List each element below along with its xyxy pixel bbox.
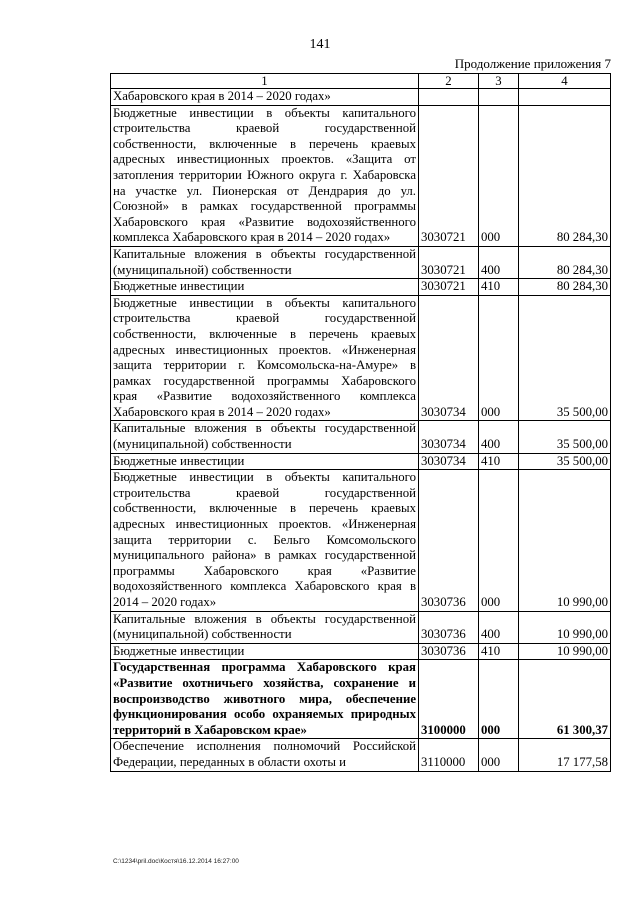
row-name-cell: Капитальные вложения в объекты государственной (муниципальной) собственности bbox=[111, 611, 419, 643]
table-row bbox=[111, 421, 611, 453]
row-amount-cell: 17 177,58 bbox=[519, 739, 611, 771]
column-header: 1 bbox=[111, 74, 419, 89]
row-amount-cell: 80 284,30 bbox=[519, 279, 611, 296]
row-name-cell: Хабаровского края в 2014 – 2020 годах» bbox=[111, 89, 419, 106]
row-amount-cell: 10 990,00 bbox=[519, 470, 611, 611]
table-row bbox=[111, 279, 611, 296]
table-row bbox=[111, 89, 611, 106]
row-subcode-cell: 000 bbox=[479, 295, 519, 421]
row-code-cell: 3030736 bbox=[419, 643, 479, 660]
row-code-cell: 3030721 bbox=[419, 105, 479, 246]
column-header: 4 bbox=[519, 74, 611, 89]
row-name-cell: Бюджетные инвестиции в объекты капитального строительства краевой государственной собственности, включенные в перечень краевых адресных инвестиционных проектов. «Защита от затопления территории Южного округа г. Хабаровска на участке ул. Пионерская от Дендрария до ул. Союзной» в рамках государственной программы Хабаровского края «Развитие водохозяйственного комплекса Хабаровского края в 2014 – 2020 годах» bbox=[111, 105, 419, 246]
row-amount-cell: 80 284,30 bbox=[519, 246, 611, 278]
row-amount-cell: 35 500,00 bbox=[519, 295, 611, 421]
row-amount-cell: 10 990,00 bbox=[519, 611, 611, 643]
table-row bbox=[111, 739, 611, 771]
row-subcode-cell: 000 bbox=[479, 105, 519, 246]
row-name-cell: Бюджетные инвестиции bbox=[111, 643, 419, 660]
row-subcode-cell: 410 bbox=[479, 453, 519, 470]
row-amount-cell: 80 284,30 bbox=[519, 105, 611, 246]
continuation-note: Продолжение приложения 7 bbox=[454, 56, 611, 71]
table-row bbox=[111, 660, 611, 739]
row-name-cell: Обеспечение исполнения полномочий Российской Федерации, переданных в области охоты и bbox=[111, 739, 419, 771]
footer-file-path: C:\1234\pril.doc\Костя\16.12.2014 16:27:00 bbox=[113, 858, 239, 865]
row-subcode-cell: 000 bbox=[479, 470, 519, 611]
row-subcode-cell: 400 bbox=[479, 421, 519, 453]
row-code-cell: 3030734 bbox=[419, 453, 479, 470]
row-subcode-cell bbox=[479, 89, 519, 106]
row-code-cell: 3030736 bbox=[419, 470, 479, 611]
table-header-row bbox=[111, 74, 611, 89]
page-number: 141 bbox=[309, 37, 331, 52]
row-code-cell: 3030721 bbox=[419, 246, 479, 278]
table-row bbox=[111, 643, 611, 660]
row-name-cell: Бюджетные инвестиции в объекты капитального строительства краевой государственной собственности, включенные в перечень краевых адресных инвестиционных проектов. «Инженерная защита территории г. Комсомольска-на-Амуре» в рамках государственной программы Хабаровского края «Развитие водохозяйственного комплекса Хабаровского края в 2014 – 2020 годах» bbox=[111, 295, 419, 421]
row-name-cell: Бюджетные инвестиции bbox=[111, 279, 419, 296]
row-amount-cell: 10 990,00 bbox=[519, 643, 611, 660]
table-row bbox=[111, 246, 611, 278]
row-name-cell: Бюджетные инвестиции в объекты капитального строительства краевой государственной собственности, включенные в перечень краевых адресных инвестиционных проектов. «Инженерная защита территории с. Бельго Комсомольского муниципального района» в рамках государственной программы Хабаровского края «Развитие водохозяйственного комплекса Хабаровского края в 2014 – 2020 годах» bbox=[111, 470, 419, 611]
row-subcode-cell: 400 bbox=[479, 246, 519, 278]
column-header: 3 bbox=[479, 74, 519, 89]
row-subcode-cell: 400 bbox=[479, 611, 519, 643]
table-row bbox=[111, 611, 611, 643]
table-row bbox=[111, 105, 611, 246]
column-header: 2 bbox=[419, 74, 479, 89]
row-code-cell: 3030734 bbox=[419, 295, 479, 421]
row-name-cell: Бюджетные инвестиции bbox=[111, 453, 419, 470]
row-subcode-cell: 000 bbox=[479, 739, 519, 771]
row-subcode-cell: 410 bbox=[479, 279, 519, 296]
row-code-cell: 3110000 bbox=[419, 739, 479, 771]
row-name-cell: Государственная программа Хабаровского края «Развитие охотничьего хозяйства, сохранение и воспроизводство животного мира, обеспечение функционирования особо охраняемых природных территорий в Хабаровском крае» bbox=[111, 660, 419, 739]
table-body bbox=[111, 89, 611, 772]
table-row bbox=[111, 295, 611, 421]
row-subcode-cell: 410 bbox=[479, 643, 519, 660]
row-name-cell: Капитальные вложения в объекты государственной (муниципальной) собственности bbox=[111, 246, 419, 278]
row-code-cell: 3030721 bbox=[419, 279, 479, 296]
row-subcode-cell: 000 bbox=[479, 660, 519, 739]
row-code-cell bbox=[419, 89, 479, 106]
row-amount-cell: 35 500,00 bbox=[519, 453, 611, 470]
row-amount-cell bbox=[519, 89, 611, 106]
row-name-cell: Капитальные вложения в объекты государственной (муниципальной) собственности bbox=[111, 421, 419, 453]
row-amount-cell: 61 300,37 bbox=[519, 660, 611, 739]
table-row bbox=[111, 470, 611, 611]
row-code-cell: 3030734 bbox=[419, 421, 479, 453]
row-code-cell: 3030736 bbox=[419, 611, 479, 643]
budget-table bbox=[110, 73, 611, 772]
row-code-cell: 3100000 bbox=[419, 660, 479, 739]
row-amount-cell: 35 500,00 bbox=[519, 421, 611, 453]
table-row bbox=[111, 453, 611, 470]
